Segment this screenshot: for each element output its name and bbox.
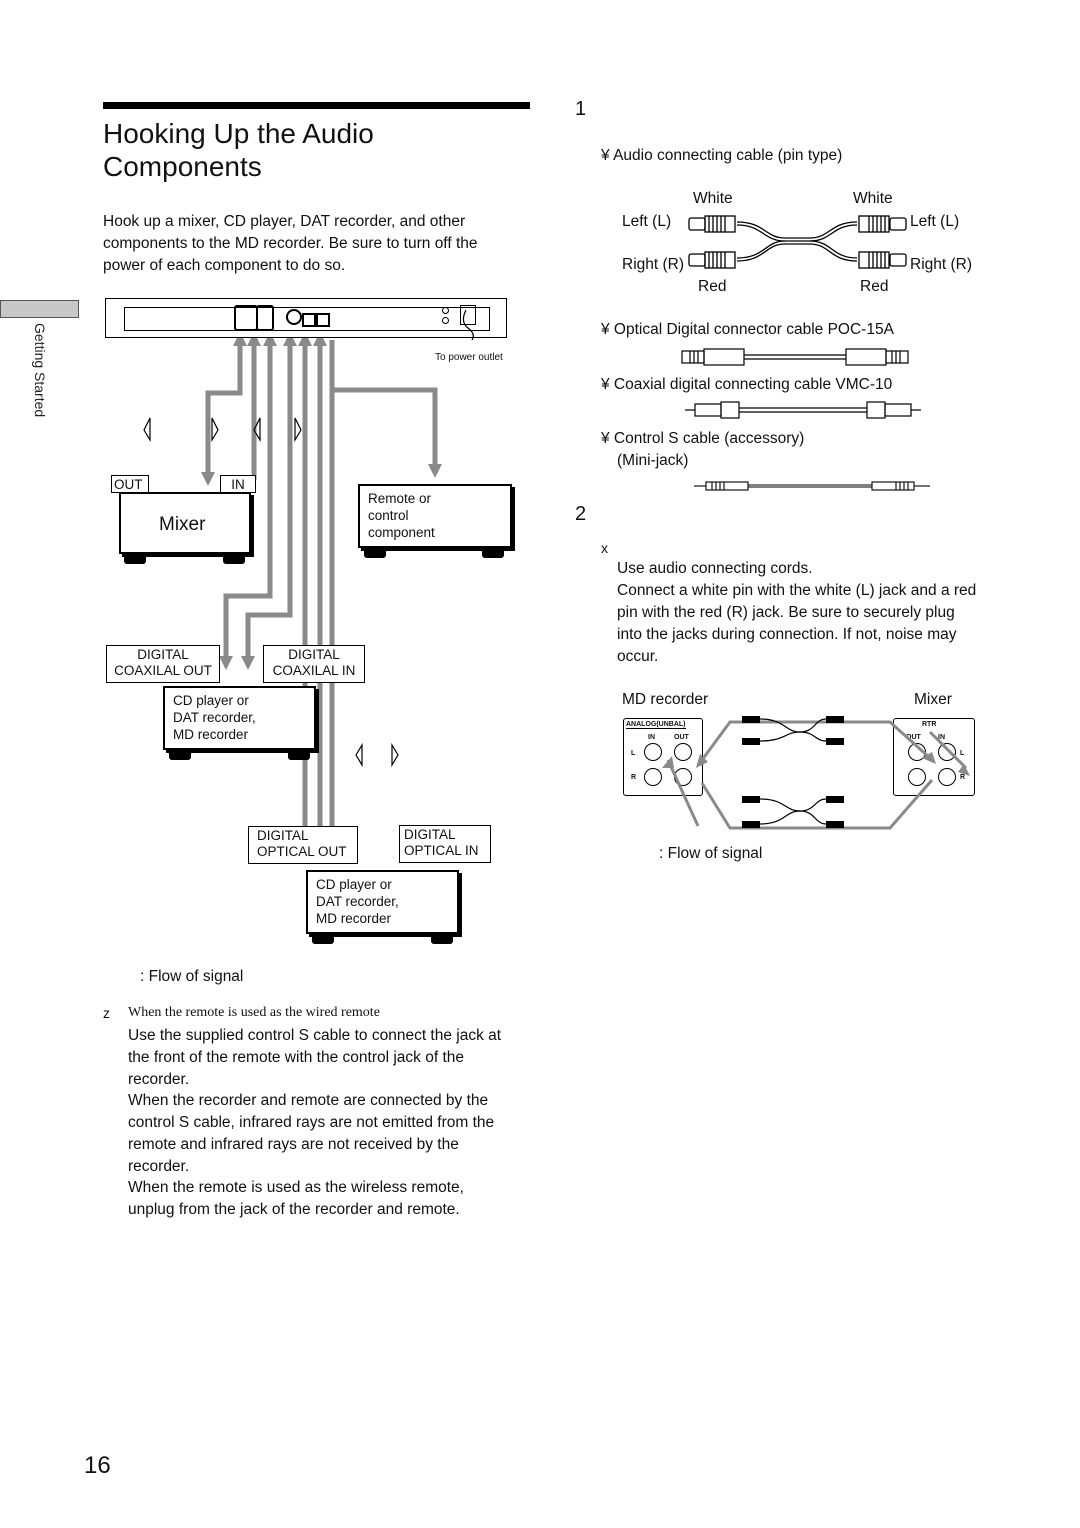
cd2-line2: DAT recorder, bbox=[316, 894, 399, 909]
side-tab-label: Getting Started bbox=[32, 323, 48, 418]
cable-3-label: ¥ Coaxial digital connecting cable VMC-10 bbox=[601, 376, 893, 393]
rtr-label: RTR bbox=[922, 721, 937, 728]
section-2-number: 2 bbox=[575, 503, 587, 525]
title-rule bbox=[103, 102, 530, 109]
jack-icon bbox=[316, 313, 330, 327]
remote-note-bullet: z bbox=[103, 1005, 110, 1021]
page-title-line1: Hooking Up the Audio bbox=[103, 118, 374, 149]
section-2-bullet: x bbox=[601, 540, 608, 556]
cable-2-label: ¥ Optical Digital connector cable POC-15A bbox=[601, 321, 894, 338]
side-tab-marker bbox=[0, 300, 79, 318]
remote-note-line: Use the supplied control S cable to connect the jack at bbox=[128, 1027, 502, 1044]
cd1-line1: CD player or bbox=[173, 693, 249, 708]
analog-hookup-diagram bbox=[620, 708, 980, 838]
left-l-label-b: Left (L) bbox=[910, 213, 960, 230]
section-2-line: pin with the red (R) jack. Be sure to securely plug bbox=[617, 604, 955, 621]
jack-in-label: IN bbox=[648, 734, 655, 741]
intro-line-1: Hook up a mixer, CD player, DAT recorder, and other bbox=[103, 213, 466, 230]
remote-note-line: recorder. bbox=[128, 1071, 190, 1088]
jack-icon bbox=[234, 305, 258, 331]
jack-l-label: L bbox=[960, 750, 965, 757]
coaxial-cable-icon bbox=[683, 400, 923, 420]
red-left-label: Red bbox=[698, 278, 727, 295]
intro-line-3: power of each component to do so. bbox=[103, 257, 346, 274]
audio-pin-cable-icon bbox=[685, 208, 910, 274]
cable-4-label-line1: ¥ Control S cable (accessory) bbox=[601, 430, 805, 447]
section-2-line: Connect a white pin with the white (L) jack and a red bbox=[617, 582, 977, 599]
page-number: 16 bbox=[84, 1452, 111, 1479]
jack-r-label: R bbox=[631, 774, 637, 781]
jack-in-label: IN bbox=[938, 734, 945, 741]
mixer-label-right: Mixer bbox=[914, 691, 952, 708]
section-2-line: occur. bbox=[617, 648, 659, 665]
optical-cable-icon bbox=[680, 346, 920, 368]
digital-optical-out-label: DIGITAL OPTICAL OUT bbox=[248, 826, 358, 864]
remote-note-line: When the remote is used as the wireless remote, bbox=[128, 1179, 464, 1196]
intro-line-2: components to the MD recorder. Be sure to turn off the bbox=[103, 235, 478, 252]
cd1-line2: DAT recorder, bbox=[173, 710, 256, 725]
remote-label-line3: component bbox=[368, 525, 435, 540]
remote-note-heading: When the remote is used as the wired remote bbox=[128, 1005, 380, 1020]
jack-l-label: L bbox=[631, 750, 636, 757]
section-2-line: into the jacks during connection. If not, noise may bbox=[617, 626, 957, 643]
remote-note-line: recorder. bbox=[128, 1158, 190, 1175]
remote-note-line: control S cable, infrared rays are not emitted from the bbox=[128, 1114, 495, 1131]
cd-player-device-1 bbox=[163, 686, 316, 750]
md-recorder-rear-panel bbox=[105, 298, 507, 338]
remote-device bbox=[358, 484, 512, 548]
mixer-label: Mixer bbox=[159, 514, 206, 535]
jack-out-label: OUT bbox=[906, 734, 921, 741]
mixer-out-label: OUT bbox=[111, 475, 149, 493]
cd1-line3: MD recorder bbox=[173, 727, 249, 742]
flow-of-signal-right: : Flow of signal bbox=[659, 845, 763, 862]
cd2-line1: CD player or bbox=[316, 877, 392, 892]
right-r-label-b: Right (R) bbox=[910, 256, 973, 273]
jack-icon bbox=[256, 305, 274, 331]
digital-optical-in-label: DIGITAL OPTICAL IN bbox=[399, 825, 491, 863]
remote-label-line2: control bbox=[368, 508, 409, 523]
mixer-in-label: IN bbox=[220, 475, 256, 493]
to-power-outlet-label: To power outlet bbox=[435, 352, 503, 363]
red-right-label: Red bbox=[860, 278, 889, 295]
page-title-line2: Components bbox=[103, 151, 262, 182]
left-l-label-a: Left (L) bbox=[622, 213, 672, 230]
cd-player-device-2 bbox=[306, 870, 459, 934]
flow-of-signal-left: : Flow of signal bbox=[140, 968, 244, 985]
cable-1-label: ¥ Audio connecting cable (pin type) bbox=[601, 147, 843, 164]
white-right-label: White bbox=[853, 190, 893, 207]
remote-label-line1: Remote or bbox=[368, 491, 432, 506]
power-cord-icon bbox=[458, 310, 478, 340]
remote-note-line: unplug from the jack of the recorder and remote. bbox=[128, 1201, 460, 1218]
right-r-label-a: Right (R) bbox=[622, 256, 685, 273]
connection-diagram bbox=[100, 290, 530, 970]
mixer-device bbox=[119, 492, 251, 554]
white-left-label: White bbox=[693, 190, 733, 207]
remote-note-line: remote and infrared rays are not received by the bbox=[128, 1136, 459, 1153]
jack-icon bbox=[286, 309, 302, 325]
digital-coax-in-label: DIGITAL COAXILAL IN bbox=[263, 645, 365, 683]
jack-r-label: R bbox=[960, 774, 966, 781]
digital-coax-out-label: DIGITAL COAXILAL OUT bbox=[106, 645, 220, 683]
cable-4-label-line2: (Mini-jack) bbox=[617, 452, 689, 469]
jack-icon bbox=[302, 313, 316, 327]
md-recorder-label: MD recorder bbox=[622, 691, 709, 708]
remote-note-line: When the recorder and remote are connected by the bbox=[128, 1092, 489, 1109]
jack-out-label: OUT bbox=[674, 734, 689, 741]
control-s-cable-icon bbox=[692, 478, 932, 494]
remote-note-line: the front of the remote with the control jack of the bbox=[128, 1049, 465, 1066]
section-1-number: 1 bbox=[575, 98, 587, 120]
analog-unbal-label: ANALOG(UNBAL) bbox=[626, 721, 686, 728]
section-2-line: Use audio connecting cords. bbox=[617, 560, 813, 577]
cd2-line3: MD recorder bbox=[316, 911, 392, 926]
